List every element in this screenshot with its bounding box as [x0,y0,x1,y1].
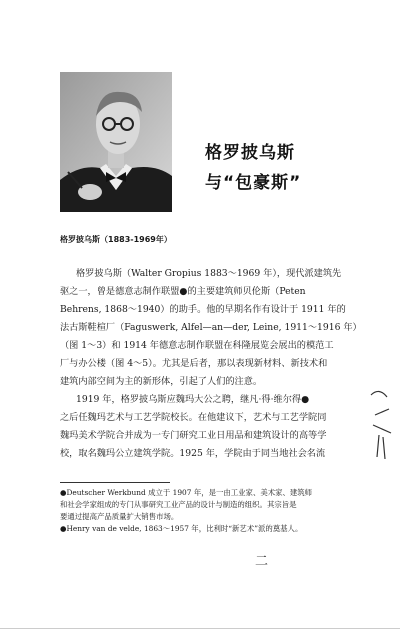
footnote-rule [60,482,170,483]
footnote-2: ●Henry van de velde, 1863～1957 年，比利时“新艺术”派的奠基人。 [60,524,303,533]
footnote-1-line-3: 要通过提高产品质量扩大销售市场。 [60,512,179,521]
chapter-title-line2: 与“包豪斯” [205,173,302,193]
body-line-10: 魏玛美术学院合并成为一专门研究工业日用品和建筑设计的高等学 [60,430,327,441]
photo-caption: 格罗披乌斯（1883-1969年） [60,235,172,244]
body-line-4: 法古斯鞋楦厂（Faguswerk, Alfel—an—der, Leine, 1911～1916 年） [60,322,362,333]
footnote-1-line-2: 和社会学家组成的专门从事研究工业产品的设计与制造的组织。其宗旨是 [60,500,297,509]
body-line-9: 之后任魏玛艺术与工艺学院校长。在他建议下，艺术与工艺学院同 [60,412,327,423]
page-number: 二 [255,554,269,569]
body-line-6: 厂与办公楼（图 4～5）。尤其是后者，那以表现新材料、新技术和 [60,358,328,369]
footnote-1-line-1: ●Deutscher Werkbund 成立于 1907 年，是一由工业家、美术家、建筑师 [60,488,313,497]
body-line-2: 驱之一，曾是德意志制作联盟●的主要建筑师贝伦斯（Peten [60,286,306,297]
body-line-3: Behrens, 1868～1940）的助手。他的早期名作有设计于 1911 年的 [60,304,346,315]
handwritten-margin-mark [365,385,395,465]
body-line-1: 格罗披乌斯（Walter Gropius 1883～1969 年），现代派建筑先 [76,268,342,279]
portrait-photo [60,72,172,212]
chapter-title-line1: 格罗披乌斯 [205,143,295,163]
body-line-5: （图 1～3）和 1914 年德意志制作联盟在科隆展览会展出的模范工 [60,340,334,351]
body-line-8: 1919 年，格罗披乌斯应魏玛大公之聘，继凡·得·维尔得● [76,394,310,405]
page-bottom-edge [0,628,400,629]
body-line-7: 建筑内部空间为主的新形体，引起了人们的注意。 [60,376,263,387]
body-line-11: 校，取名魏玛公立建筑学院。1925 年，学院由于同当地社会名流 [60,448,326,459]
